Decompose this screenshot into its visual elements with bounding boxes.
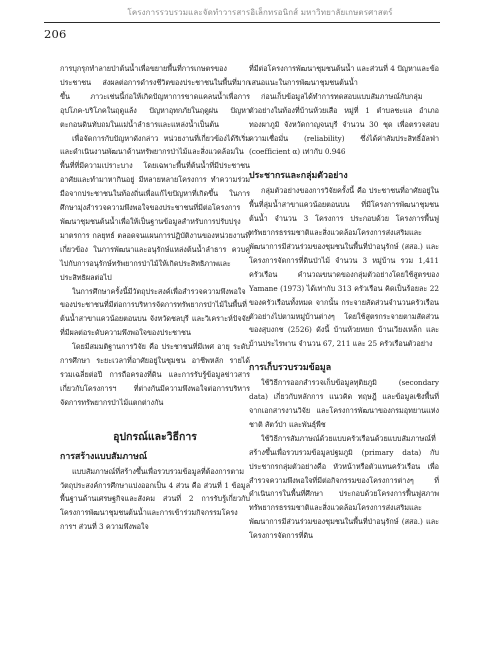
secondary-data-paragraph: ใช้วิธีการออกสำรวจเก็บข้อมูลทุติยภูมิ (secondary data) เกี่ยวกับหลักการ แนวคิด ทฤษฎี และข้อมูลเชิงพื้นที่ จากเอกสารงานวิจัย และโครงการพัฒนาของกรมอุทยานแห่งชาติ สัตว์ป่า และพันธุ์พืช bbox=[249, 378, 439, 429]
interview-continued-paragraph: ที่มีต่อโครงการพัฒนาชุมชนต้นน้ำ และส่วนที่ 4 ปัญหาและข้อเสนอแนะในการพัฒนาชุมชนต้นน้ำ bbox=[249, 64, 439, 87]
running-head: โครงการรวบรวมและจัดทำวารสารอิเล็กทรอนิกส์ มหาวิทยาลัยเกษตรศาสตร์ bbox=[127, 8, 393, 17]
subsection-title-population: ประชากรและกลุ่มตัวอย่าง bbox=[249, 171, 348, 182]
intro-paragraph-2: เพื่อจัดการกับปัญหาดังกล่าว หน่วยงานที่เกี่ยวข้องได้ริเริ่มและดำเนินงานพัฒนาด้านทรัพยากรป่าไม้และสิ่งแวดล้อมในพื้นที่ที่มีความเปราะบาง โดยเฉพาะพื้นที่ต้นน้ำที่มีประชาชนอาศัยและทำมาหากินอยู่ มีหลายหลายโครงการ ทำความร่วมมือจากประชาชนในท้องถิ่นเพื่อแก้ไขปัญหาที่เกิดขึ้น ในการศึกษามุ่งสำรวจความพึงพอใจของประชาชนที่มีต่อโครงการพัฒนาชุมชนต้นน้ำเพื่อให้เป็นฐานข้อมูลสำหรับการปรับปรุงมาตรการ กลยุทธ์ ตลอดจนแผนการปฏิบัติงานของหน่วยงานที่เกี่ยวข้อง ในการพัฒนาและอนุรักษ์แหล่งต้นน้ำลำธาร ควบคู่ไปกับการอนุรักษ์ทรัพยากรป่าไม้ให้เกิดประสิทธิภาพและประสิทธิผลต่อไป bbox=[60, 133, 250, 282]
header-rule bbox=[44, 22, 440, 23]
right-column bbox=[249, 62, 439, 543]
interview-paragraph: แบบสัมภาษณ์ที่สร้างขึ้นเพื่อรวบรวมข้อมูลที่ต้องการตามวัตถุประสงค์การศึกษาแบ่งออกเป็น 4 ส่วน คือ ส่วนที่ 1 ข้อมูลพื้นฐานด้านเศรษฐกิจและสังคม ส่วนที่ 2 การรับรู้เกี่ยวกับโครงการพัฒนาชุมชนต้นน้ำและการเข้าร่วมกิจกรรมโครงการฯ ส่วนที่ 3 ความพึงพอใจ bbox=[60, 466, 250, 532]
population-paragraph: กลุ่มตัวอย่างของการวิจัยครั้งนี้ คือ ประชาชนที่อาศัยอยู่ในพื้นที่ลุ่มน้ำสาขาแควน้อยตอนบน ที่มีโครงการพัฒนาชุมชนต้นน้ำ จำนวน 3 โครงการ ประกอบด้วย โครงการพื้นฟูทรัพยากรธรรมชาติและสิ่งแวดล้อมโครงการส่งเสริมและพัฒนาการมีส่วนร่วมของชุมชนในพื้นที่ป่าอนุรักษ์ (สสอ.) และโครงการจัดการที่ดินป่าไม้ จำนวน 3 หมู่บ้าน รวม 1,411 ครัวเรือน คำนวณขนาดของกลุ่มตัวอย่างโดยใช้สูตรของ Yamane (1973) ได้เท่ากับ 313 ครัวเรือน คิดเป็นร้อยละ 22 ของครัวเรือนทั้งหมด จากนั้น กระจายสัดส่วนจำนวนครัวเรือนตัวอย่างไปตามหมู่บ้านต่างๆ โดยใช้สูตรกระจายตามสัดส่วนของสุบงกช (2526) ดังนี้ บ้านห้วยหยก บ้านเวียงเหล็ก และบ้านประไรพาน จำนวน 67, 211 และ 25 ครัวเรือนตัวอย่าง bbox=[249, 186, 439, 349]
subsection-title-interview: การสร้างแบบสัมภาษณ์ bbox=[60, 451, 148, 462]
primary-data-paragraph: ใช้วิธีการสัมภาษณ์ด้วยแบบครัวเรือนด้วยแบบสัมภาษณ์ที่สร้างขึ้นเพื่อรวบรวมข้อมูลปฐมภูมิ (primary data) กับประชากรกลุ่มตัวอย่างคือ หัวหน้าหรือตัวแทนครัวเรือน เพื่อสำรวจความพึงพอใจที่มีต่อกิจกรรมของโครงการต่างๆ ที่ดำเนินการในพื้นที่ศึกษา ประกอบด้วยโครงการฟื้นฟูสภาพทรัพยากรธรรมชาติและสิ่งแวดล้อมโครงการส่งเสริมและพัฒนาการมีส่วนร่วมของชุมชนในพื้นที่ป่าอนุรักษ์ (สสอ.) และโครงการจัดการที่ดิน bbox=[249, 433, 439, 541]
section-title-methods: อุปกรณ์และวิธีการ bbox=[113, 430, 197, 443]
pretest-paragraph: ก่อนเก็บข้อมูลได้ทำการทดสอบแบบสัมภาษณ์กับกลุ่มตัวอย่างในท้องที่บ้านห้วยเสือ หมู่ที่ 1 ตำบลชะแล อำเภอทองผาภูมิ จังหวัดกาญจนบุรี จำนวน 30 ชุด เพื่อตรวจสอบความเชื่อมั่น (reliability) ซึ่งได้ค่าสัมประสิทธิ์อัลฟ่า (coefficient α) เท่ากับ 0.946 bbox=[249, 91, 439, 157]
hypothesis-paragraph: โดยมีสมมติฐานการวิจัย คือ ประชาชนที่มีเพศ อายุ ระดับการศึกษา ระยะเวลาที่อาศัยอยู่ในชุมชน อาชีพหลัก รายได้รวมเฉลี่ยต่อปี การถือครองที่ดิน และการรับรู้ข้อมูลข่าวสารเกี่ยวกับโครงการฯ ที่ต่างกันมีความพึงพอใจต่อการบริหารจัดการทรัพยากรป่าไม้แตกต่างกัน bbox=[60, 342, 250, 407]
intro-paragraph-1: การบุกรุกทำลายป่าต้นน้ำเพื่อขยายพื้นที่การเกษตรของประชาชน ส่งผลต่อการดำรงชีวิตของประชาชนในพื้นที่มากขึ้น ภาวะเช่นนี้ก่อให้เกิดปัญหาการขาดแคลนน้ำเพื่อการอุปโภค-บริโภคในฤดูแล้ง ปัญหาอุทกภัยในฤดูฝน ปัญหาตะกอนดินทับถมในแม่น้ำลำธารและแหล่งน้ำเป็นต้น bbox=[60, 64, 250, 129]
objective-paragraph: ในการศึกษาครั้งนี้มีวัตถุประสงค์เพื่อสำรวจความพึงพอใจของประชาชนที่มีต่อการบริหารจัดการทรัพยากรป่าไม้ในพื้นที่ต้นน้ำสาขาแควน้อยตอนบน จังหวัดชลบุรี และวิเคราะห์ปัจจัยที่มีผลต่อระดับความพึงพอใจของประชาชน bbox=[60, 286, 250, 338]
subsection-title-data-collection: การเก็บรวบรวมข้อมูล bbox=[249, 363, 332, 374]
page-number: 206 bbox=[44, 27, 67, 41]
left-column bbox=[60, 62, 250, 534]
